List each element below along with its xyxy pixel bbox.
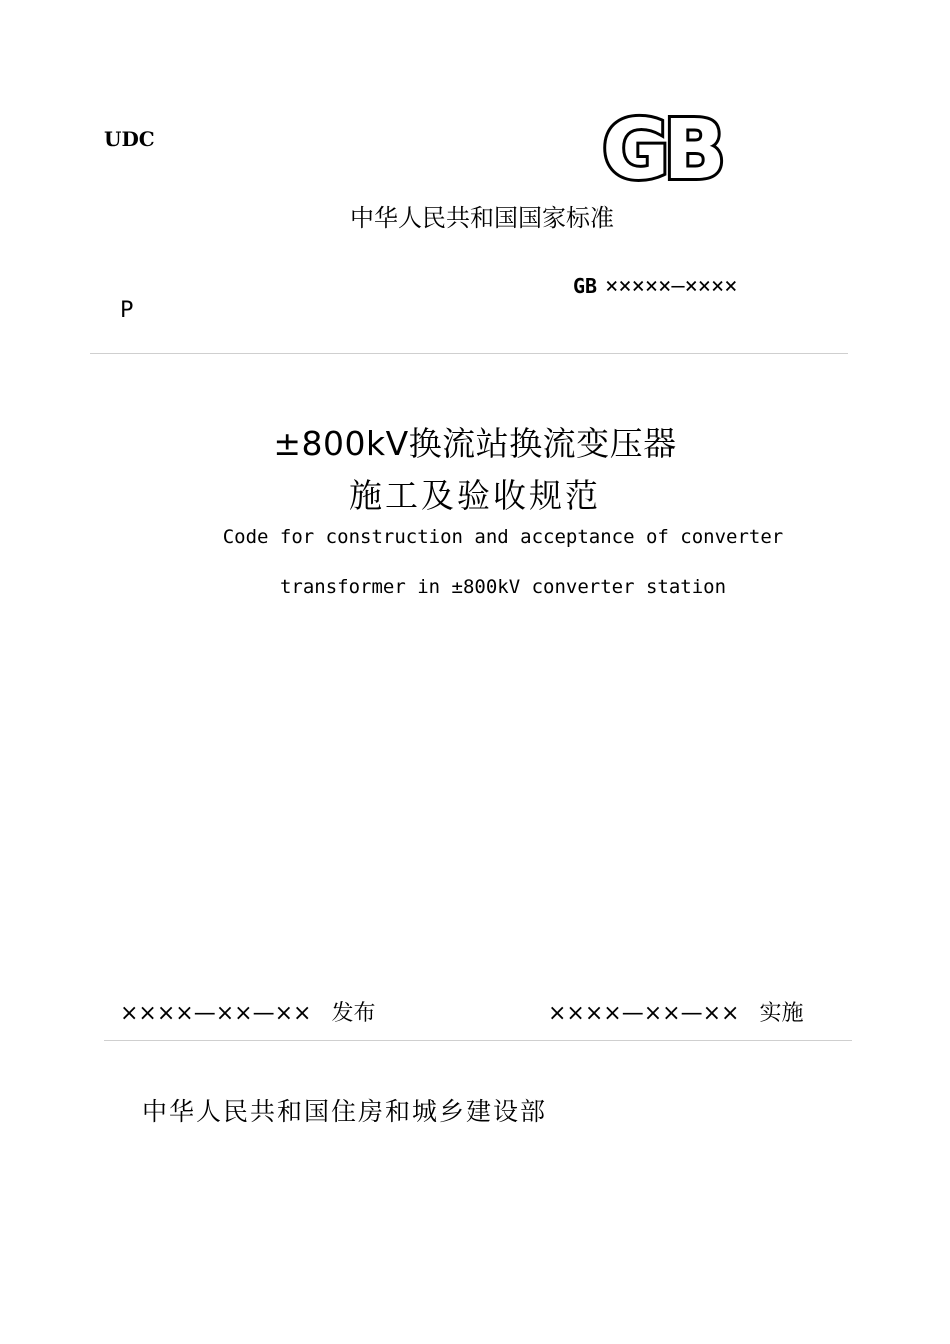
- top-divider: [90, 353, 848, 354]
- classification-code: P: [120, 298, 134, 323]
- gb-logo: [592, 110, 730, 184]
- title-line-2: 施工及验收规范: [349, 476, 601, 515]
- issue-label: 发布: [331, 1001, 376, 1026]
- english-title-line-1: Code for construction and acceptance of converter: [222, 526, 784, 548]
- publisher-name: 中华人民共和国住房和城乡建设部: [142, 1097, 548, 1126]
- bottom-divider: [104, 1040, 852, 1041]
- english-title-line-2: transformer in ±800kV converter station: [279, 576, 727, 598]
- issue-date: ××××—××—××: [120, 1001, 312, 1026]
- udc-label: UDC: [104, 127, 155, 151]
- implement-date: ××××—××—××: [548, 1001, 740, 1026]
- standard-number-value: ×××××—××××: [605, 274, 738, 299]
- standard-number: [573, 274, 738, 299]
- title-line-1: ±800kV换流站换流变压器: [273, 424, 677, 463]
- issue-date-block: [120, 996, 375, 1027]
- standard-prefix: GB: [573, 274, 598, 298]
- national-standard-heading: 中华人民共和国国家标准: [350, 204, 614, 232]
- gb-logo-text: GB: [602, 110, 720, 184]
- implement-label: 实施: [759, 1001, 804, 1026]
- implement-date-block: [548, 996, 803, 1027]
